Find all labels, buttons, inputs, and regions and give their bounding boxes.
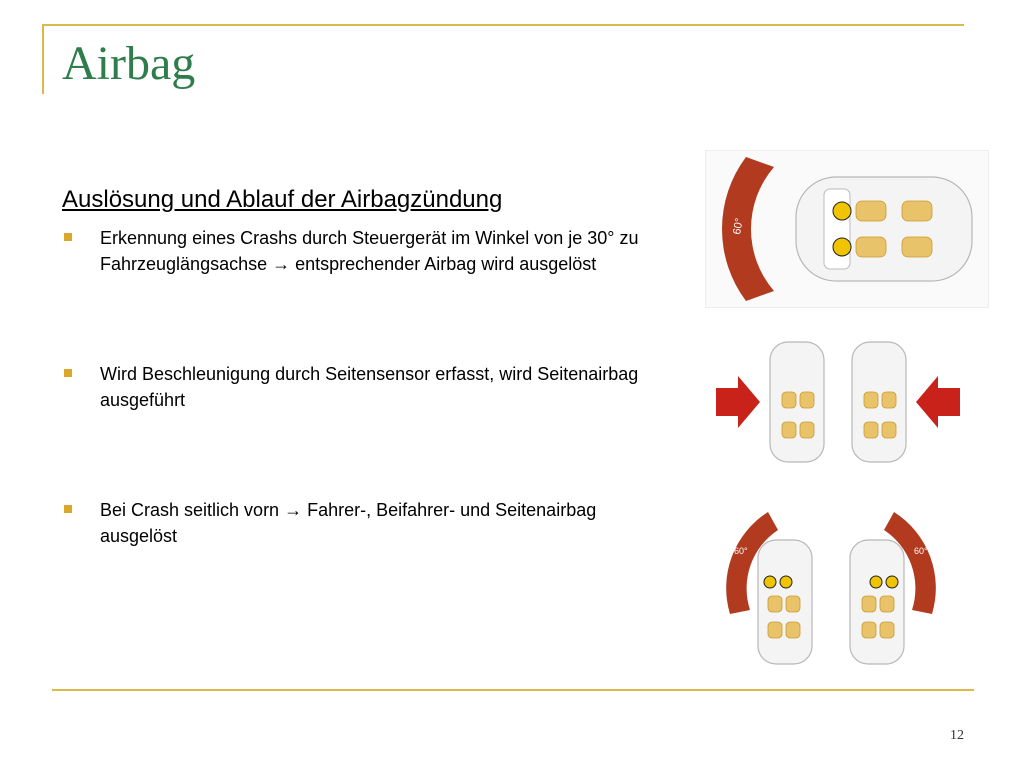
- seat-icon: [902, 237, 932, 257]
- oblique-crash-illustration: [720, 504, 942, 670]
- bullet-text: Wird Beschleunigung durch Seitensensor erfasst, wird Seitenairbag ausgeführt: [100, 363, 639, 410]
- slide-subtitle: Auslösung und Ablauf der Airbagzündung: [62, 186, 503, 213]
- car-body-icon: [850, 540, 904, 664]
- left-rule: [42, 24, 44, 94]
- bullet-text: Bei Crash seitlich vorn → Fahrer-, Beifahrer- und Seitenairbag ausgelöst: [100, 499, 597, 546]
- oblique-crash-svg: [720, 504, 942, 670]
- front-crash-svg: [706, 151, 988, 307]
- seat-icon: [856, 237, 886, 257]
- slide-content: [62, 186, 662, 633]
- dummy-head-icon: [833, 238, 851, 256]
- seat-icon: [902, 201, 932, 221]
- bullet-marker-icon: [64, 233, 72, 241]
- bullet-item: [62, 361, 662, 413]
- arrow-left-icon: [916, 376, 960, 428]
- bullet-list: [62, 225, 662, 549]
- bullet-item: [62, 225, 662, 277]
- car-body-icon: [852, 342, 906, 462]
- angle-label-left: 60°: [734, 546, 748, 556]
- side-crash-illustration: [712, 336, 964, 468]
- seat-icon: [856, 201, 886, 221]
- car-body-icon: [796, 177, 972, 281]
- arrow-right-icon: [716, 376, 760, 428]
- bullet-text: Erkennung eines Crashs durch Steuergerät im Winkel von je 30° zu Fahrzeuglängsachse → entsprechender Airbag wird ausgelöst: [100, 227, 639, 274]
- bullet-marker-icon: [64, 369, 72, 377]
- angle-label-right: 60°: [914, 546, 928, 556]
- car-body-icon: [758, 540, 812, 664]
- bullet-marker-icon: [64, 505, 72, 513]
- front-crash-illustration: [705, 150, 989, 308]
- bullet-item: [62, 497, 662, 549]
- slide-title: Airbag: [62, 37, 196, 90]
- top-rule: [42, 24, 964, 26]
- dummy-head-icon: [833, 202, 851, 220]
- side-crash-svg: [712, 336, 964, 468]
- bottom-rule: [52, 689, 974, 691]
- car-body-icon: [770, 342, 824, 462]
- page-number: 12: [950, 728, 964, 743]
- angle-label: 60°: [731, 217, 746, 236]
